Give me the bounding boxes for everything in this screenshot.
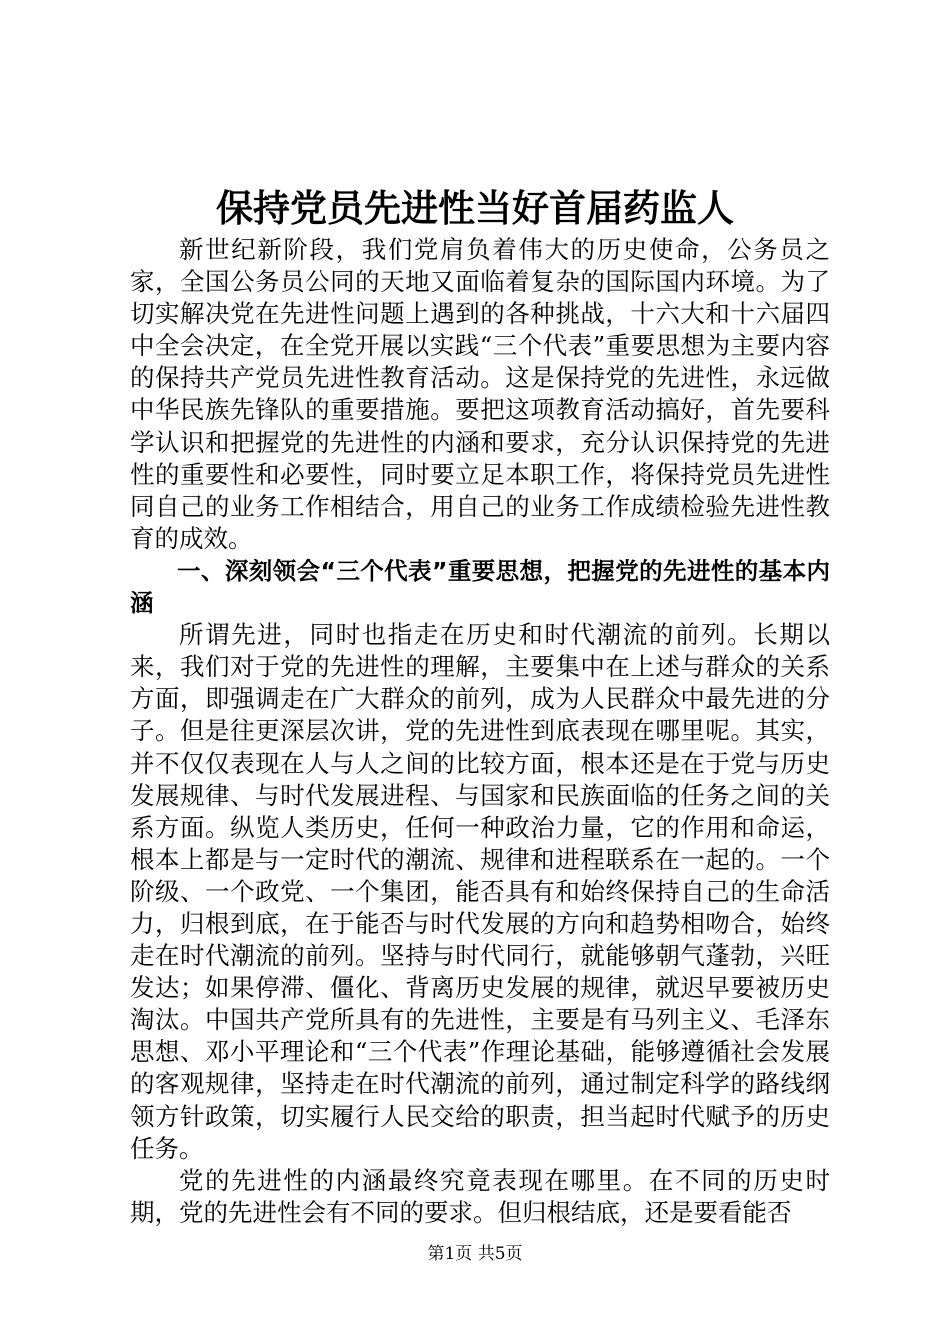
document-title: 保持党员先进性当好首届药监人	[216, 186, 734, 230]
section-heading-1: 一、深刻领会“三个代表”重要思想，把握党的先进性的基本内涵	[130, 556, 830, 618]
paragraph-section-1: 所谓先进，同时也指走在历史和时代潮流的前列。长期以来，我们对于党的先进性的理解，主要集中在上述与群众的关系方面，即强调走在广大群众的前列，成为人民群众中最先进的分子。但是往更深层次讲，党的先进性到底表现在哪里呢。其实，并不仅仅表现在人与人之间的比较方面，根本还是在于党与历史发展规律、与时代发展进程、与国家和民族面临的任务之间的关系方面。纵览人类历史，任何一种政治力量，它的作用和命运，根本上都是与一定时代的潮流、规律和进程联系在一起的。一个阶级、一个政党、一个集团，能否具有和始终保持自己的生命活力，归根到底，在于能否与时代发展的方向和趋势相吻合，始终走在时代潮流的前列。坚持与时代同行，就能够朝气蓬勃，兴旺发达；如果停滞、僵化、背离历史发展的规律，就迟早要被历史淘汰。中国共产党所具有的先进性，主要是有马列主义、毛泽东思想、邓小平理论和“三个代表”作理论基础，能够遵循社会发展的客观规律，坚持走在时代潮流的前列，通过制定科学的路线纲领方针政策，切实履行人民交给的职责，担当起时代赋予的历史任务。	[130, 620, 830, 1163]
paragraph-intro: 新世纪新阶段，我们党肩负着伟大的历史使命，公务员之家，全国公务员公同的天地又面临着复杂的国际国内环境。为了切实解决党在先进性问题上遇到的各种挑战，十六大和十六届四中全会决定，在全党开展以实践“三个代表”重要思想为主要内容的保持共产党员先进性教育活动。这是保持党的先进性，永远做中华民族先锋队的重要措施。要把这项教育活动搞好，首先要科学认识和把握党的先进性的内涵和要求，充分认识保持党的先进性的重要性和必要性，同时要立足本职工作，将保持党员先进性同自己的业务工作相结合，用自己的业务工作成绩检验先进性教育的成效。	[130, 235, 830, 553]
paragraph-section-1-continued: 党的先进性的内涵最终究竟表现在哪里。在不同的历史时期，党的先进性会有不同的要求。但归根结底，还是要看能否	[130, 1165, 830, 1227]
document-body	[130, 234, 830, 1229]
page-number-footer: 第1页 共5页	[427, 1244, 523, 1264]
